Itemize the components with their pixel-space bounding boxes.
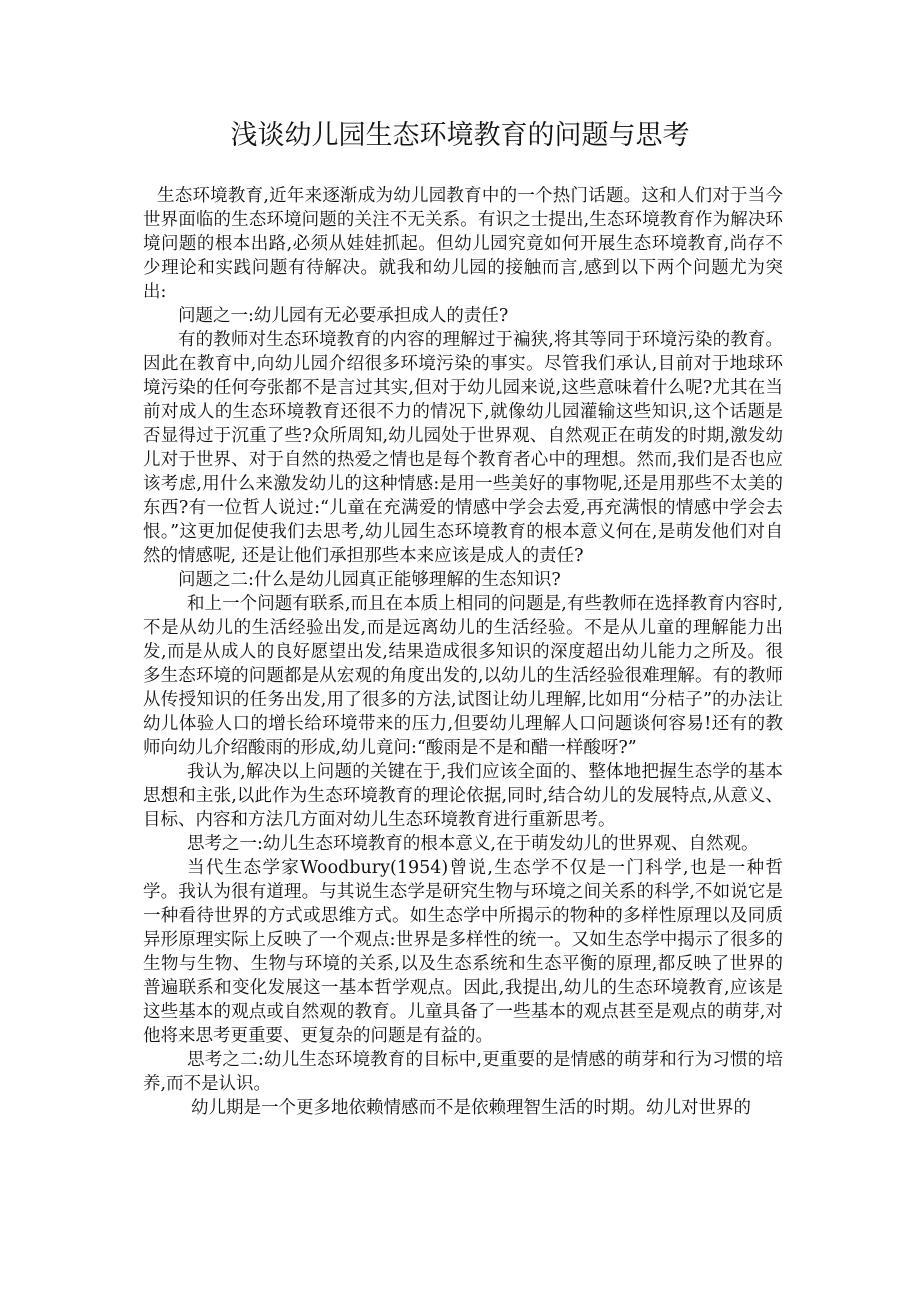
paragraph-early-childhood: 幼儿期是一个更多地依赖情感而不是依赖理智生活的时期。幼儿对世界的	[191, 1098, 751, 1118]
paragraph-question-two: 和上一个问题有联系,而且在本质上相同的问题是,有些教师在选择教育内容时,不是从幼儿的生活经验出发,而是远离幼儿的生活经验。不是从儿童的理解能力出发,而是从成人的良好愿望出发,结果造成很多知识的深度超出幼儿能力之所及。很多生态环境的问题都是从宏观的角度出发的,以幼儿的生活经验很难理解。有的教师从传授知识的任务出发,用了很多的方法,试图让幼儿理解,比如用“分桔子”的办法让幼儿体验人口的增长给环境带来的压力,但要幼儿理解人口问题谈何容易!还有的教师向幼儿介绍酸雨的形成,幼儿竟问:“酸雨是不是和醋一样酸呀?”	[143, 594, 783, 758]
heading-question-one: 问题之一:幼儿园有无必要承担成人的责任?	[178, 306, 509, 326]
heading-thought-two: 思考之二:幼儿生态环境教育的目标中,更重要的是情感的萌芽和行为习惯的培养,而不是认识。	[143, 1050, 783, 1094]
paragraph-thought-one: 当代生态学家Woodbury(1954)曾说,生态学不仅是一门科学,也是一种哲学。我认为很有道理。与其说生态学是研究生物与环境之间关系的科学,不如说它是一种看待世界的方式或思维方式。如生态学中所揭示的物种的多样性原理以及同质异形原理实际上反映了一个观点:世界是多样性的统一。又如生态学中揭示了很多的生物与生物、生物与环境的关系,以及生态系统和生态平衡的原理,都反映了世界的普遍联系和变化发展这一基本哲学观点。因此,我提出,幼儿的生态环境教育,应该是这些基本的观点或自然观的教育。儿童具备了一些基本的观点甚至是观点的萌芽,对他将来思考更重要、更复杂的问题是有益的。	[143, 858, 783, 1046]
heading-question-two: 问题之二:什么是幼儿园真正能够理解的生态知识?	[178, 570, 561, 590]
paragraph-question-one: 有的教师对生态环境教育的内容的理解过于褊狭,将其等同于环境污染的教育。因此在教育中,向幼儿园介绍很多环境污染的事实。尽管我们承认,目前对于地球环境污染的任何夸张都不是言过其实,但对于幼儿园来说,这些意味着什么呢?尤其在当前对成人的生态环境教育还很不力的情况下,就像幼儿园灌输这些知识,这个话题是否显得过于沉重了些?众所周知,幼儿园处于世界观、自然观正在萌发的时期,激发幼儿对于世界、对于自然的热爱之情也是每个教育者心中的理想。然而,我们是否也应该考虑,用什么来激发幼儿的这种情感:是用一些美好的事物呢,还是用那些不太美的东西?有一位哲人说过:“儿童在充满爱的情感中学会去爱,再充满恨的情感中学会去恨。”这更加促使我们去思考,幼儿园生态环境教育的根本意义何在,是萌发他们对自然的情感呢, 还是让他们承担那些本来应该是成人的责任?	[143, 330, 783, 566]
paragraph-solution: 我认为,解决以上问题的关键在于,我们应该全面的、整体地把握生态学的基本思想和主张,以此作为生态环境教育的理论依据,同时,结合幼儿的发展特点,从意义、目标、内容和方法几方面对幼儿生态环境教育进行重新思考。	[143, 762, 783, 830]
document-body	[143, 184, 783, 1120]
heading-thought-one: 思考之一:幼儿生态环境教育的根本意义,在于萌发幼儿的世界观、自然观。	[187, 834, 759, 854]
paragraph-intro: 生态环境教育,近年来逐渐成为幼儿园教育中的一个热门话题。这和人们对于当今世界面临的生态环境问题的关注不无关系。有识之士提出,生态环境教育作为解决环境问题的根本出路,必须从娃娃抓起。但幼儿园究竟如何开展生态环境教育,尚存不少理论和实践问题有待解决。就我和幼儿园的接触而言,感到以下两个问题尤为突出:	[143, 186, 783, 302]
document-title: 浅谈幼儿园生态环境教育的问题与思考	[230, 120, 690, 151]
